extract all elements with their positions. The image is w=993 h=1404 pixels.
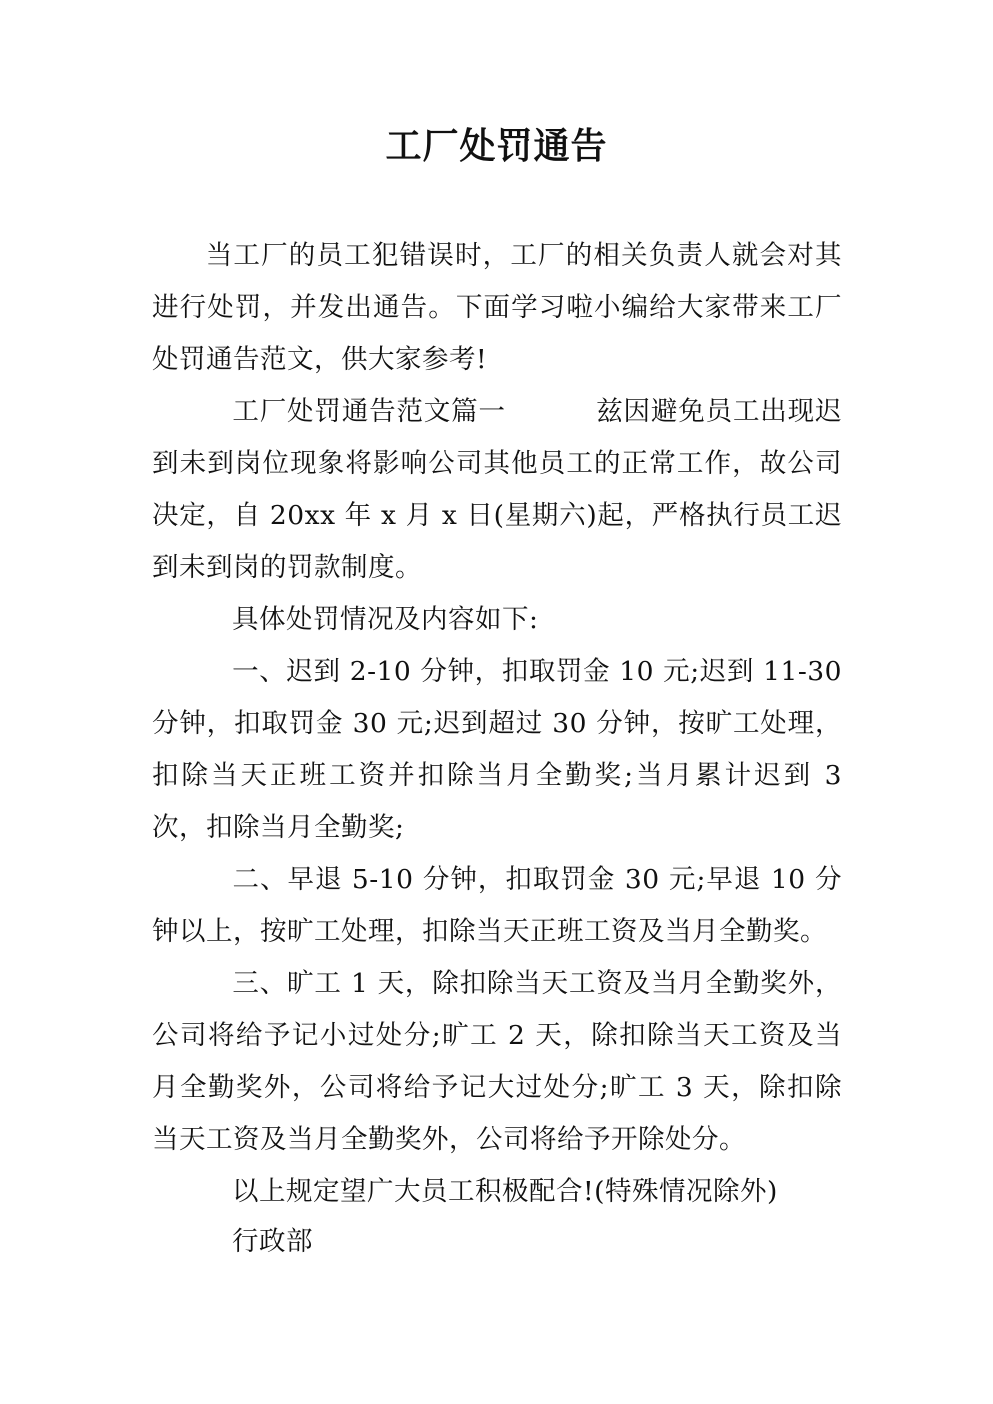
section-paragraph	[152, 386, 842, 594]
intro-paragraph	[152, 230, 842, 386]
rule-1-text: 一、迟到 2-10 分钟，扣取罚金 10 元;迟到 11-30 分钟，扣取罚金 30 元;迟到超过 30 分钟，按旷工处理，扣除当天正班工资并扣除当月全勤奖;当月累计迟到 3 次，扣除当月全勤奖;	[152, 656, 842, 843]
details-heading: 具体处罚情况及内容如下:	[232, 604, 539, 635]
rule-1-paragraph	[152, 646, 842, 854]
rule-3-paragraph	[152, 958, 842, 1166]
signature-paragraph	[152, 1216, 842, 1268]
closing-paragraph	[152, 1166, 842, 1218]
rule-2-paragraph	[152, 854, 842, 958]
signature-text: 行政部	[232, 1226, 313, 1257]
details-heading-paragraph	[152, 594, 842, 646]
section-heading: 工厂处罚通告范文篇一	[232, 396, 506, 427]
closing-text: 以上规定望广大员工积极配合!(特殊情况除外)	[232, 1176, 778, 1207]
document-title: 工厂处罚通告	[385, 125, 608, 167]
rule-2-text: 二、早退 5-10 分钟，扣取罚金 30 元;早退 10 分钟以上，按旷工处理，扣除当天正班工资及当月全勤奖。	[152, 864, 842, 947]
intro-text: 当工厂的员工犯错误时，工厂的相关负责人就会对其进行处罚，并发出通告。下面学习啦小编给大家带来工厂处罚通告范文，供大家参考!	[152, 240, 842, 375]
section-opening: 兹因避免员工出现迟到未到岗位现象将影响公司其他员工的正常工作，故公司决定，自 20xx 年 x 月 x 日(星期六)起，严格执行员工迟到未到岗的罚款制度。	[152, 396, 843, 583]
rule-3-text: 三、旷工 1 天，除扣除当天工资及当月全勤奖外，公司将给予记小过处分;旷工 2 天，除扣除当天工资及当月全勤奖外，公司将给予记大过处分;旷工 3 天，除扣除当天工资及当月全勤奖外，公司将给予开除处分。	[152, 968, 842, 1155]
